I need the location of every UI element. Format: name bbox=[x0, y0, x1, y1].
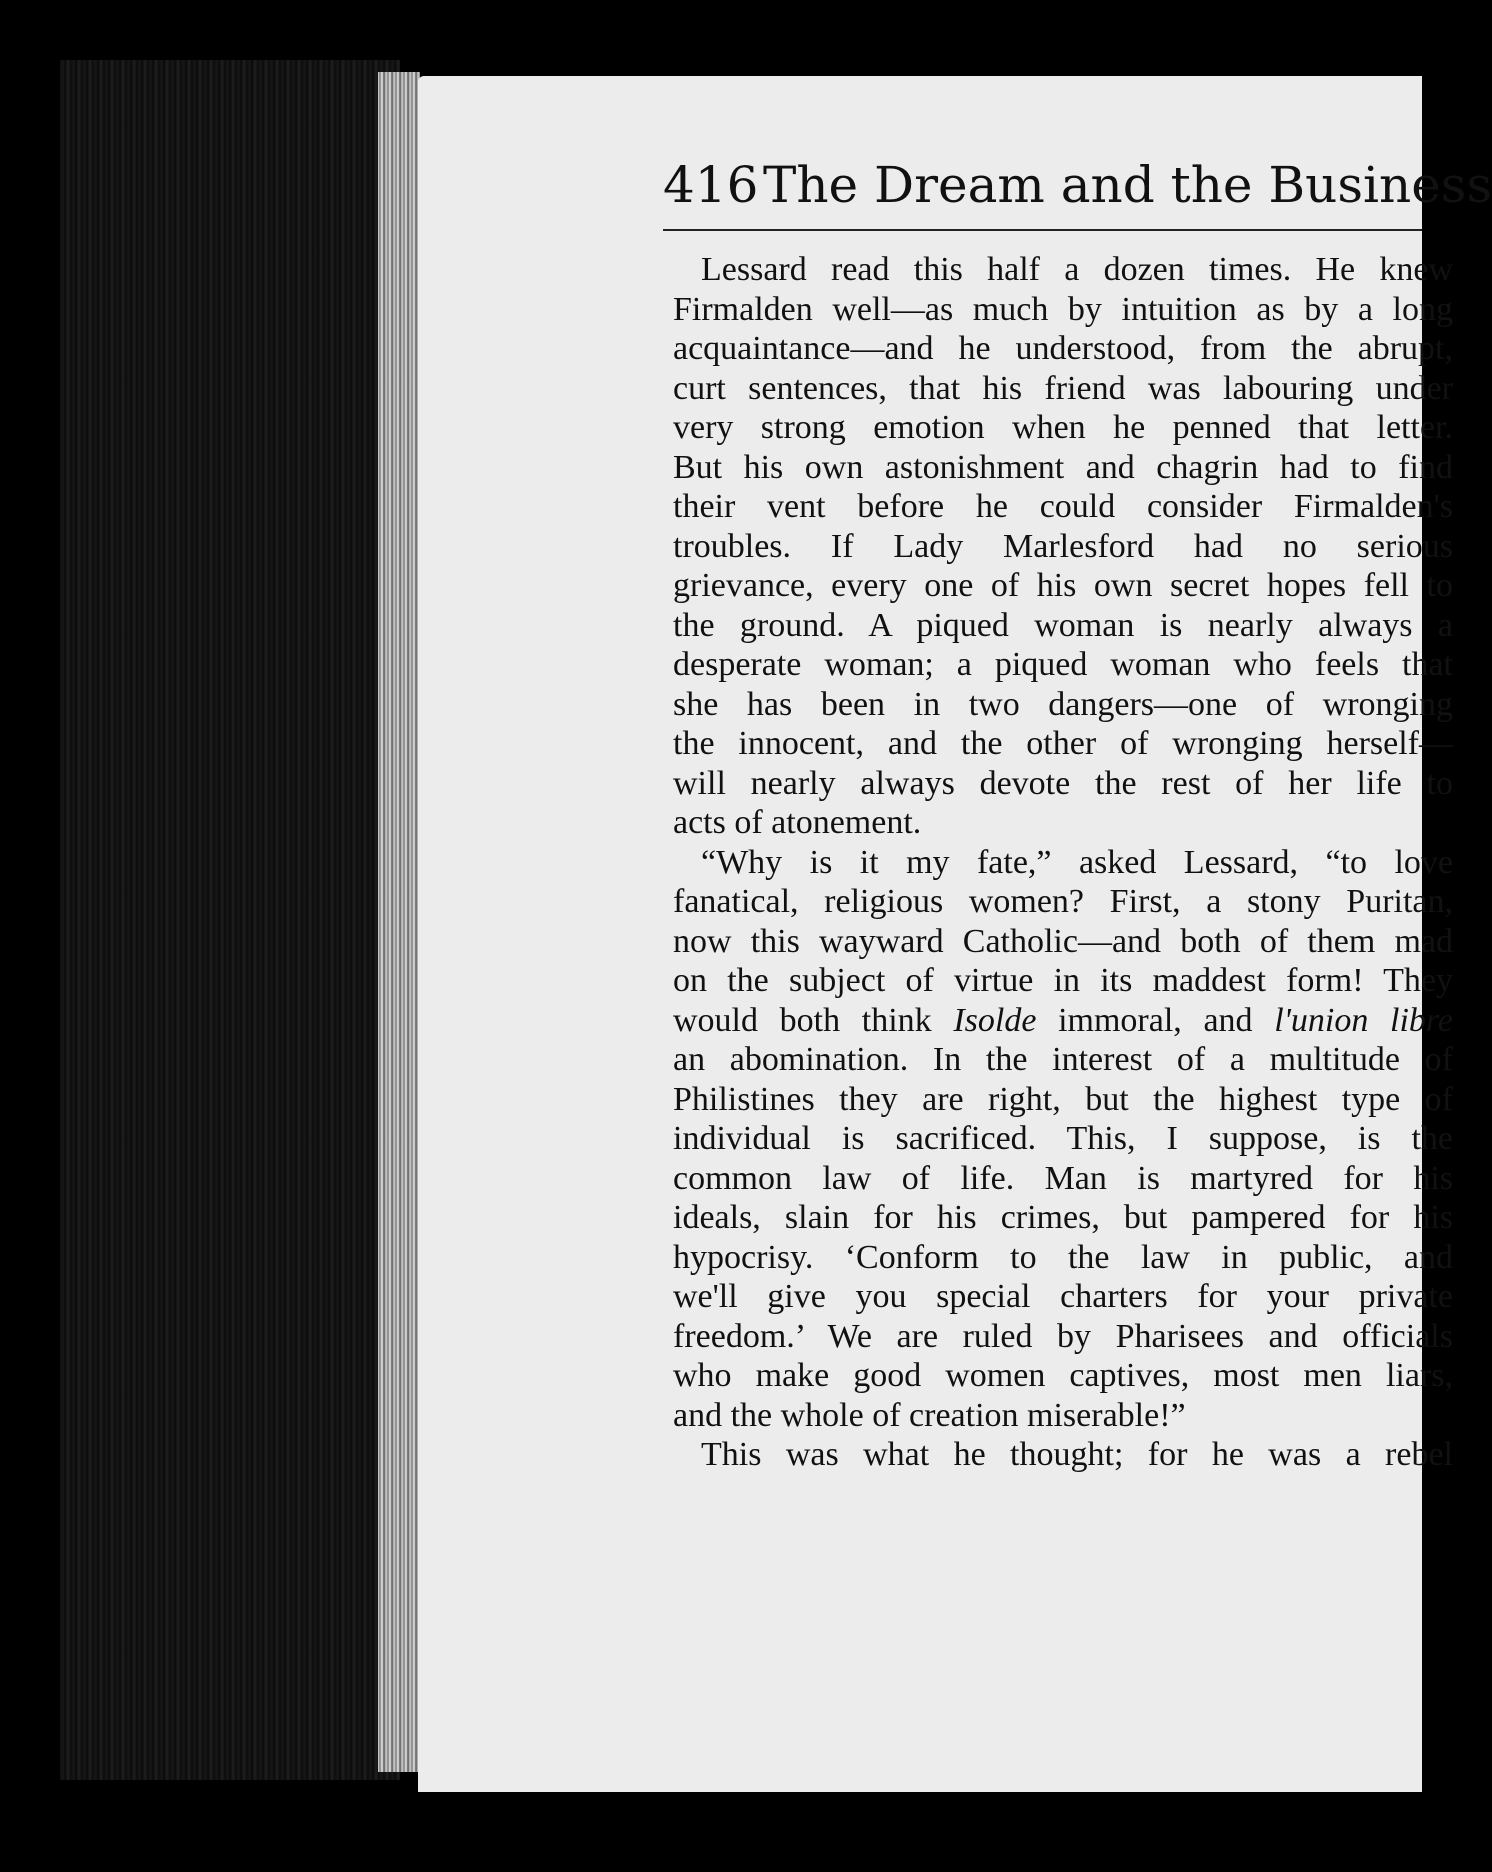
text-line: But his own astonishment and chagrin had to find bbox=[673, 448, 1453, 486]
text-line: an abomination. In the interest of a multitude of bbox=[673, 1041, 1453, 1078]
page-edges bbox=[378, 72, 420, 1772]
page-number: 416 bbox=[663, 156, 759, 214]
text-line: and the whole of creation miserable!” bbox=[673, 1396, 1186, 1434]
text-line: the ground. A piqued woman is nearly always a bbox=[673, 606, 1453, 644]
text-line-with-italics bbox=[673, 1001, 1453, 1041]
text-line: desperate woman; a piqued woman who feels that bbox=[673, 646, 1453, 683]
text-line: their vent before he could consider Firmalden's bbox=[673, 488, 1453, 525]
italic-phrase-union-libre: l'union libre bbox=[1274, 1001, 1453, 1039]
text-line: who make good women captives, most men liars, bbox=[673, 1357, 1453, 1394]
book-gutter bbox=[60, 60, 400, 1780]
header-rule bbox=[663, 229, 1422, 231]
text-line: Philistines they are right, but the highest type of bbox=[673, 1080, 1453, 1118]
text-line-start: would both think bbox=[673, 1001, 954, 1039]
text-line: “Why is it my fate,” asked Lessard, “to love bbox=[701, 843, 1453, 881]
text-line: Lessard read this half a dozen times. He knew bbox=[701, 251, 1453, 288]
text-line: This was what he thought; for he was a rebel bbox=[701, 1436, 1453, 1473]
page-header bbox=[663, 150, 1492, 230]
text-line: now this wayward Catholic—and both of them mad bbox=[673, 922, 1453, 960]
text-line: we'll give you special charters for your private bbox=[673, 1278, 1453, 1315]
text-line: Firmalden well—as much by intuition as by a long bbox=[673, 290, 1453, 328]
text-line: she has been in two dangers—one of wronging bbox=[673, 685, 1453, 723]
text-line: common law of life. Man is martyred for his bbox=[673, 1159, 1453, 1197]
body-text bbox=[673, 250, 1453, 1475]
text-line: grievance, every one of his own secret hopes fell to bbox=[673, 567, 1453, 604]
text-line: very strong emotion when he penned that letter. bbox=[673, 409, 1453, 446]
text-line: acquaintance—and he understood, from the abrupt, bbox=[673, 330, 1453, 367]
text-line: troubles. If Lady Marlesford had no serious bbox=[673, 527, 1453, 565]
text-line: fanatical, religious women? First, a stony Puritan, bbox=[673, 883, 1453, 920]
text-line: ideals, slain for his crimes, but pampered for his bbox=[673, 1199, 1453, 1236]
text-line: the innocent, and the other of wronging herself— bbox=[673, 725, 1453, 762]
text-line: individual is sacrificed. This, I suppose, is the bbox=[673, 1120, 1453, 1157]
italic-title-isolde: Isolde bbox=[953, 1001, 1037, 1039]
text-line-middle: immoral, and bbox=[1036, 1001, 1275, 1039]
text-line: will nearly always devote the rest of her life to bbox=[673, 764, 1453, 802]
text-line: freedom.’ We are ruled by Pharisees and officials bbox=[673, 1317, 1453, 1355]
text-line: acts of atonement. bbox=[673, 804, 922, 841]
running-head: The Dream and the Business bbox=[763, 156, 1492, 214]
text-line: on the subject of virtue in its maddest form! They bbox=[673, 962, 1453, 999]
text-line: hypocrisy. ‘Conform to the law in public, and bbox=[673, 1238, 1453, 1276]
text-line: curt sentences, that his friend was labouring under bbox=[673, 369, 1453, 407]
